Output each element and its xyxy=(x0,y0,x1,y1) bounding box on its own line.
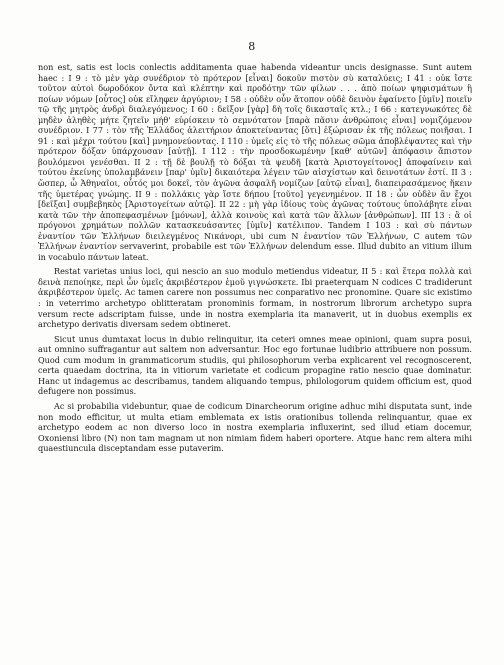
paragraph-emendations: non est, satis est locis conlectis additamenta quae habenda videantur uncis designasse. Sunt autem haec : I 9 : τὸ μὲν γὰρ συνέδριον τὸ πρότερον [εἶναι] δοκοῦν πιστὸν σὺ καταλύεις; I 41 : οὐκ ἴστε τοῦτον αὐτοὶ δωροδόκον ὄντα καὶ κλέπτην καὶ προδότην τῶν φίλων . . . ἀπὸ ποίων ψηφισμάτων ἢ ποίων νόμων [οὗτος] οὐκ εἴληφεν ἀργύριον; I 58 : οὐδὲν οὖν ἄτοπον οὐδὲ δεινὸν ἐφαίνετο [ὑμῖν] ποιεῖν τῷ τῆς μητρὸς ἀνδρὶ διαλεγόμενος; I 60 : δεῖξον [γὰρ] δὴ τοῖς δικασταῖς κτλ.; I 66 : κατεγνωκότες δὲ μηδὲν ἀληθὲς μήτε ζητεῖν μήθ' εὑρίσκειν τὸ σεμνότατον [παρὰ πᾶσιν ἀνθρώποις εἶναι] νομιζόμενον συνέδριον. I 77 : τὸν τῆς Ἑλλάδος ἀλειτήριον ἀποκτείναντας [ὅτι] ἐξώρισαν ἐκ τῆς πόλεως ποιῆσαι. I 91 : καὶ μέχρι τούτου [καὶ] μνημονεύοντας. I 110 : ὑμεῖς εἰς τὸ τῆς πόλεως σῶμα ἀποβλέψαντες καὶ τὴν πρότερον δόξαν ὑπάρχουσαν [αὐτῇ]. I 112 : τὴν προσδοκωμένην [καθ' αὐτῶν] ἀπόφασιν ἄπιστον βουλόμενοι γενέσθαι. II 2 : τῇ δὲ βουλῇ τὸ δόξαι τὰ ψευδῆ [κατὰ Ἀριστογείτονος] ἀποφαίνειν καὶ τούτου ἐκείνης ὑπολαμβάνειν [παρ' ὑμῖν] δικαιότερα λέγειν τῶν αἰσχίστων καὶ δεινοτάτων ἐστί. II 3 : ὥσπερ, ὦ Ἀθηναῖοι, οὗτός μοι δοκεῖ, τὸν ἀγῶνα ἀσφαλῆ νομίζων [αὐτῷ εἶναι], διαπειρασάμενος ἥκειν τῆς ὑμετέρας γνώμης. II 9 : πολλάκις γὰρ ἴστε δήπου [τοῦτο] γεγενημένον. II 18 : ὧν οὐδὲν ἂν ἔχοι [δεῖξαι] συμβεβηκὸς [Ἀριστογείτων αὐτῷ]. II 22 : μὴ γὰρ ἰδίους τοὺς ἀγῶνας τούτους ὑπολάβητε εἶναι κατὰ τῶν τὴν ἀποπεφασμένων [μόνων], ἀλλὰ κοινοὺς καὶ κατὰ τῶν ἄλλων [ἀνθρώπων]. III 13 : ἃ οἱ πρόγονοι χρημάτων πολλῶν κατασκευάσαντες [ὑμῖν] κατέλιπον. Tandem I 103 : καὶ σὺ πάντων ἐναντίον τῶν Ἑλλήνων διειλεγμένος Νικάνορι, ubi cum N ἐναντίον τῶν Ἑλλήνων, C autem τῶν Ἑλλήνων ἐναντίον servaverint, probabile est τῶν Ἑλλήνων delendum esse. Illud dubito an vitium illum in vocabulo πάντων lateat. xyxy=(38,62,472,262)
paragraph-conclusio: Ac si probabilia videbuntur, quae de codicum Dinarcheorum origine adhuc mihi disputata sunt, inde non modo efficitur, ut multa etiam emblemata ex istis orationibus tollenda relinquantur, quae ex archetypo eodem ac non diverso loco in nostra exemplaria influxerint, sed illud etiam docemur, Oxoniensi libro (N) non tam magnam ut non nimiam fidem haberi oportere. Atque hanc rem altera mihi quaestiuncula disceptandam esse putaverim. xyxy=(38,400,472,454)
page-number: 8 xyxy=(248,40,256,53)
paragraph-varietas: Restat varietas unius loci, qui nescio an suo modulo metiendus videatur, II 5 : καὶ ἕτερα πολλὰ καὶ δεινὰ πεποίηκε, περὶ ὧν ὑμεῖς ἀκριβέστερον ἐμοῦ γιγνώσκετε. Ibi praeterquam N codices C tradiderunt ἀκριβέστερον ὑμεῖς. Ac tamen carere non possumus nec conparativo nec pronomine. Quare sic existimo : in veterrimo archetypo oblitteratam pronominis formam, in nostrorum librorum archetypo supra versum recte adscriptam fuisse, unde in nostra exemplaria ita manaverit, ut in duobus exemplis ex archetypo derivatis diversam sedem obtineret. xyxy=(38,266,472,330)
paragraph-doctrina: Sicut unus dumtaxat locus in dubio relinquitur, ita ceteri omnes meae opinioni, quam supra posui, aut omnino suffragantur aut saltem non adversantur. Hoc ego fortunae ludibrio attribuere non possum. Quod cum modum in grammaticorum studiis, qui philosophorum verba explicarent vel recognoscerent, certa quaedam doctrina, ita in vitiorum varietate et codicum propagine ratio nescio quae dominatur. Hanc ut indagemus ac describamus, tandem aliquando tempus, philologorum quidem officium est, quod defugere non possimus. xyxy=(38,333,472,397)
document-body xyxy=(38,62,472,454)
